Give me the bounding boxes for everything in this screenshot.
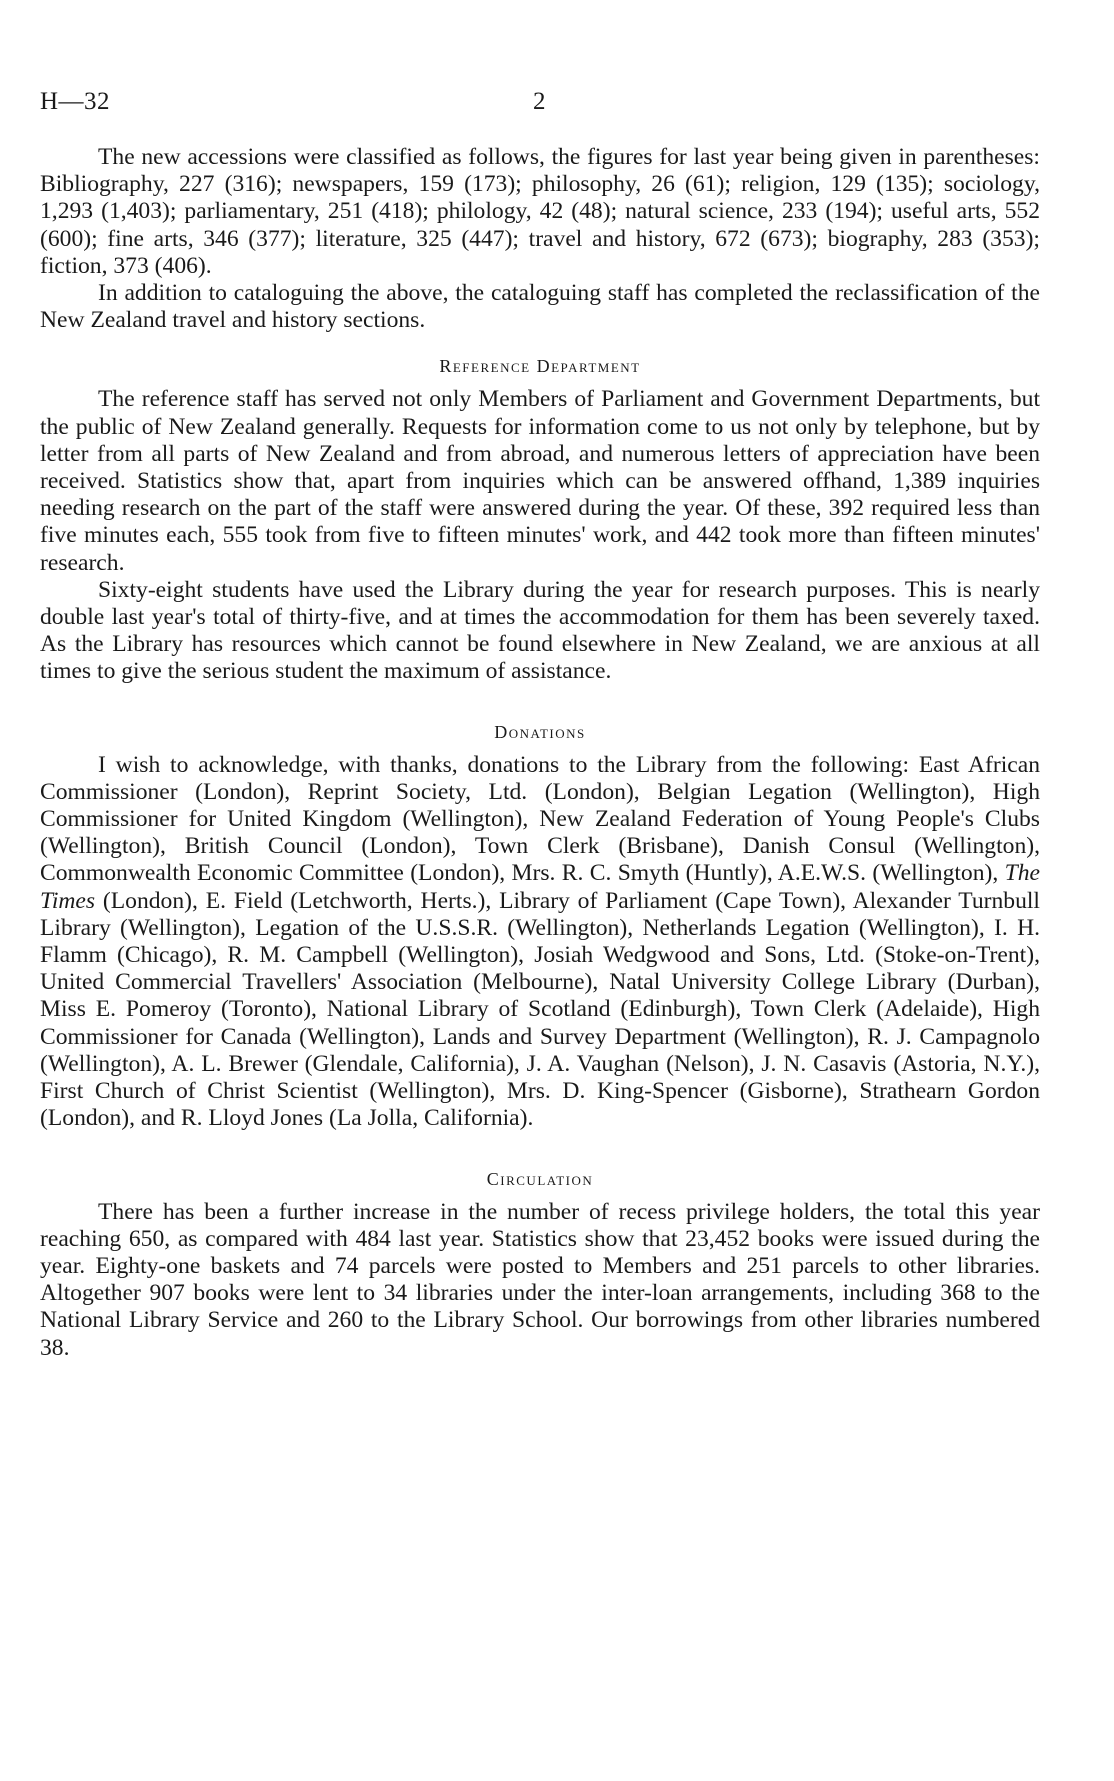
reference-paragraph: The reference staff has served not only Members of Parliament and Government Departments, but the public of New Zealand generally. Requests for information come to us not only by telephone, but by letter from all parts of New Zealand and from abroad, and numerous letters of appreciation have been received. Statistics show that, apart from inquiries which can be answered offhand, 1,389 inquiries needing research on the part of the staff were answered during the year. Of these, 392 required less than five minutes each, 555 took from five to fifteen minutes' work, and 442 took more than fifteen minutes' research. (40, 386, 1040, 576)
page-reference: H—32 (40, 88, 111, 115)
donations-heading: Donations (494, 721, 586, 742)
the-times-title: The Times (40, 860, 1040, 914)
page-content (40, 144, 1040, 1362)
circulation-heading: Circulation (486, 1168, 594, 1189)
donations-text-end: (London), E. Field (Letchworth, Herts.), Library of Parliament (Cape Town), Alexander Turnbull Library (Wellington), Legation of the U.S.S.R. (Wellington), Netherlands Legation (Wellington), I. H. Flamm (Chicago), R. M. Campbell (Wellington), Josiah Wedgwood and Sons, Ltd. (Stoke-on-Trent), United Commercial Travellers' Association (Melbourne), Natal University College Library (Durban), Miss E. Pomeroy (Toronto), National Library of Scotland (Edinburgh), Town Clerk (Adelaide), High Commissioner for Canada (Wellington), Lands and Survey Department (Wellington), R. J. Campagnolo (Wellington), A. L. Brewer (Glendale, California), J. A. Vaughan (Nelson), J. N. Casavis (Astoria, N.Y.), First Church of Christ Scientist (Wellington), Mrs. D. King-Spencer (Gisborne), Strathearn Gordon (London), and R. Lloyd Jones (La Jolla, California). (40, 887, 1040, 1132)
donations-text-start: I wish to acknowledge, with thanks, donations to the Library from the following: East African Commissioner (London), Reprint Society, Ltd. (London), Belgian Legation (Wellington), High Commissioner for United Kingdom (Wellington), New Zealand Federation of Young People's Clubs (Wellington), British Council (London), Town Clerk (Brisbane), Danish Consul (Wellington), Commonwealth Economic Committee (London), Mrs. R. C. Smyth (Huntly), A.E.W.S. (Wellington), (40, 751, 1040, 887)
circulation-paragraph: There has been a further increase in the number of recess privilege holders, the total this year reaching 650, as compared with 484 last year. Statistics show that 23,452 books were issued during the year. Eighty-one baskets and 74 parcels were posted to Members and 251 parcels to other libraries. Altogether 907 books were lent to 34 libraries under the inter-loan arrangements, including 368 to the National Library Service and 260 to the Library School. Our borrowings from other libraries numbered 38. (40, 1198, 1040, 1361)
cataloguing-paragraph: In addition to cataloguing the above, the cataloguing staff has completed the reclassification of the New Zealand travel and history sections. (40, 280, 1040, 334)
page-number: 2 (533, 88, 546, 115)
accessions-paragraph: The new accessions were classified as follows, the figures for last year being given in parentheses: Bibliography, 227 (316); newspapers, 159 (173); philosophy, 26 (61); religion, 129 (135); sociology, 1,293 (1,403); parliamentary, 251 (418); philology, 42 (48); natural science, 233 (194); useful arts, 552 (600); fine arts, 346 (377); literature, 325 (447); travel and history, 672 (673); biography, 283 (353); fiction, 373 (406). (40, 144, 1040, 279)
students-paragraph: Sixty-eight students have used the Library during the year for research purposes. This is nearly double last year's total of thirty-five, and at times the accommodation for them has been severely taxed. As the Library has resources which cannot be found elsewhere in New Zealand, we are anxious at all times to give the serious student the maximum of assistance. (40, 576, 1040, 685)
reference-department-heading: Reference Department (439, 356, 641, 377)
donations-paragraph (40, 752, 1040, 1133)
